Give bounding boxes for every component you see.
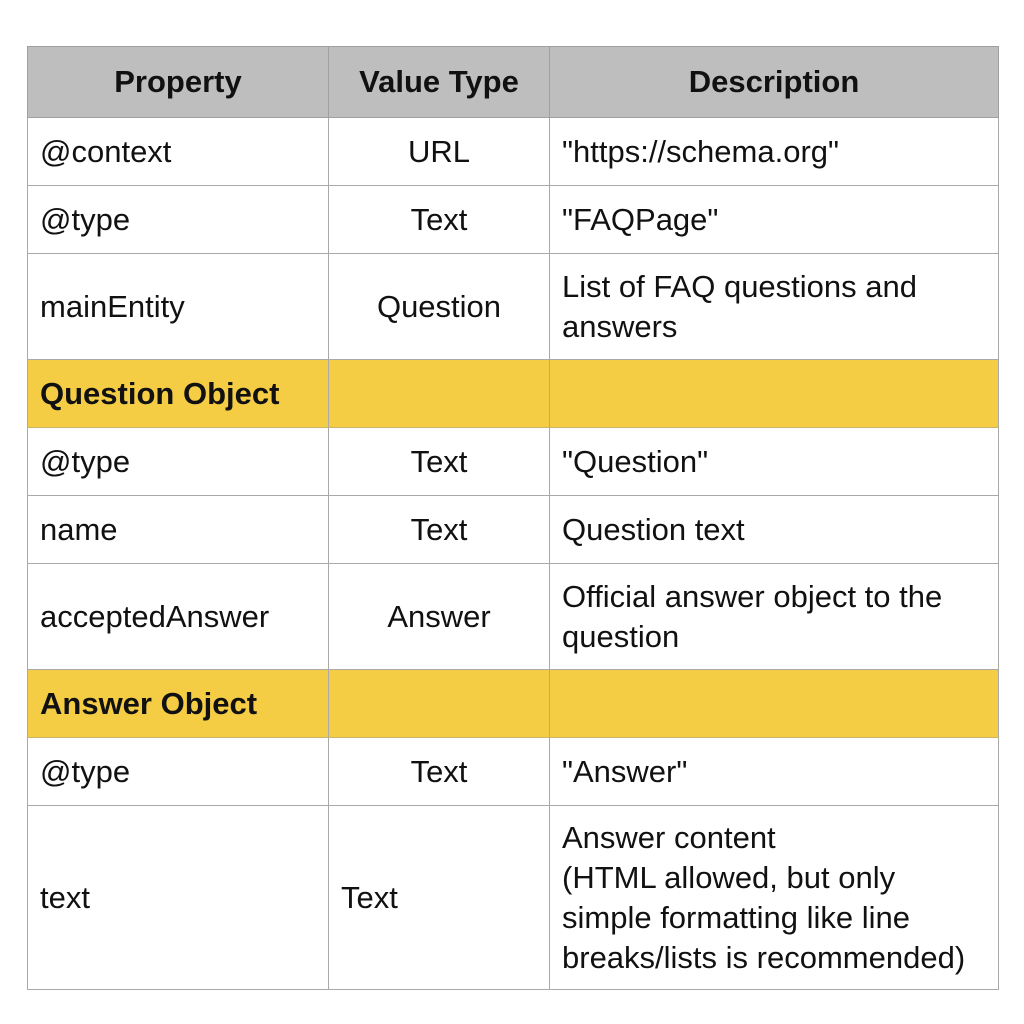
- table-row: [28, 738, 999, 806]
- description-cell: [550, 496, 999, 564]
- description-line: "Answer": [562, 753, 688, 789]
- table-row: [28, 806, 999, 990]
- table-row: [28, 254, 999, 360]
- description-cell: [550, 186, 999, 254]
- description-line: Answer content: [562, 819, 776, 855]
- section-empty-cell: [550, 360, 999, 428]
- value-type-cell: Answer: [329, 564, 550, 670]
- value-type-cell: URL: [329, 118, 550, 186]
- header-description: Description: [550, 47, 999, 118]
- description-cell: [550, 738, 999, 806]
- value-type-cell: Text: [329, 186, 550, 254]
- value-type-cell: Question: [329, 254, 550, 360]
- description-line: "FAQPage": [562, 201, 719, 237]
- description-line: breaks/lists is recommended): [562, 939, 966, 975]
- value-type-cell: Text: [329, 806, 550, 990]
- section-row-answer-object: [28, 670, 999, 738]
- description-line: List of FAQ questions and: [562, 268, 917, 304]
- section-empty-cell: [550, 670, 999, 738]
- property-cell: name: [28, 496, 329, 564]
- property-cell: @context: [28, 118, 329, 186]
- table-row: [28, 186, 999, 254]
- property-cell: @type: [28, 738, 329, 806]
- property-cell: acceptedAnswer: [28, 564, 329, 670]
- description-line: (HTML allowed, but only: [562, 859, 896, 895]
- description-line: "Question": [562, 443, 709, 479]
- description-cell: [550, 254, 999, 360]
- schema-properties-table: [27, 46, 999, 990]
- table-row: [28, 428, 999, 496]
- description-cell: [550, 428, 999, 496]
- description-line: Question text: [562, 511, 745, 547]
- section-empty-cell: [329, 670, 550, 738]
- header-value-type: Value Type: [329, 47, 550, 118]
- section-title: Question Object: [28, 360, 329, 428]
- table-row: [28, 564, 999, 670]
- value-type-cell: Text: [329, 738, 550, 806]
- description-line: simple formatting like line: [562, 899, 911, 935]
- property-cell: mainEntity: [28, 254, 329, 360]
- section-title: Answer Object: [28, 670, 329, 738]
- value-type-cell: Text: [329, 428, 550, 496]
- description-cell: [550, 806, 999, 990]
- property-cell: text: [28, 806, 329, 990]
- description-cell: [550, 118, 999, 186]
- header-property: Property: [28, 47, 329, 118]
- description-line: answers: [562, 308, 678, 344]
- header-row: [28, 47, 999, 118]
- description-cell: [550, 564, 999, 670]
- description-line: "https://schema.org": [562, 133, 840, 169]
- property-cell: @type: [28, 428, 329, 496]
- section-row-question-object: [28, 360, 999, 428]
- table-row: [28, 118, 999, 186]
- table-row: [28, 496, 999, 564]
- description-line: question: [562, 618, 680, 654]
- value-type-cell: Text: [329, 496, 550, 564]
- property-cell: @type: [28, 186, 329, 254]
- section-empty-cell: [329, 360, 550, 428]
- description-line: Official answer object to the: [562, 578, 943, 614]
